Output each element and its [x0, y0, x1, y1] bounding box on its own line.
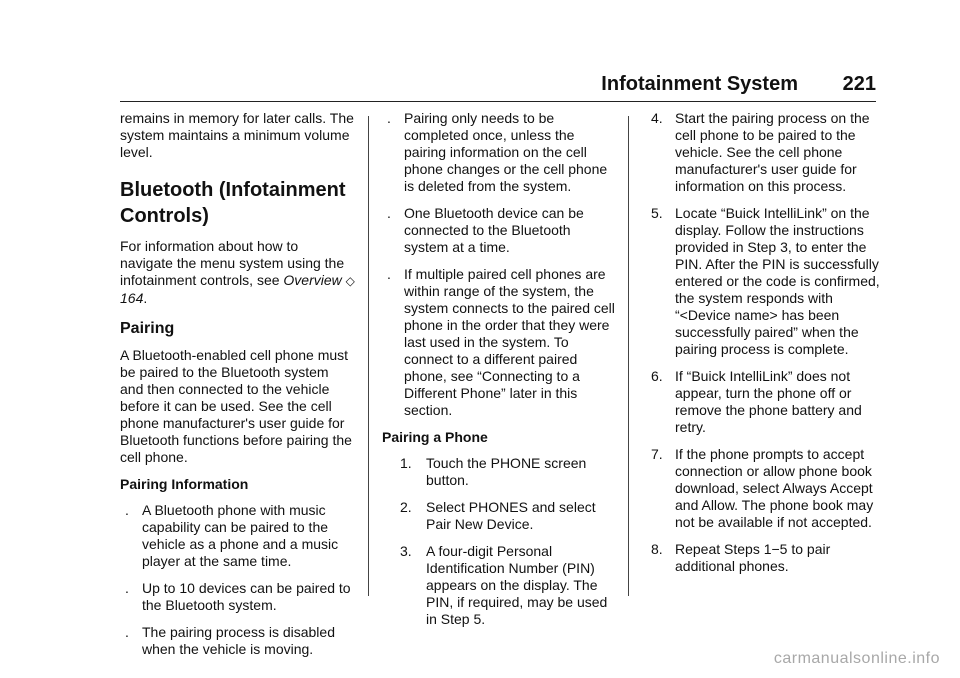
bullet-text: If multiple paired cell phones are within range of the system, the system connects to the paired cell phone in the order that they were last used in the system. To connect to a different paired phone, see “Connecting to a Different Phone” later in this section. — [404, 266, 615, 418]
bullet-text: One Bluetooth device can be connected to the Bluetooth system at a time. — [404, 205, 584, 255]
column-middle — [382, 110, 617, 638]
column-left — [120, 110, 355, 668]
bullet-item — [382, 205, 617, 256]
step-item — [643, 110, 883, 195]
minor-heading: Pairing Information — [120, 476, 249, 492]
step-number: 6. — [651, 368, 663, 384]
bullet-item — [382, 266, 617, 419]
step-text: Repeat Steps 1−5 to pair additional phones. — [675, 541, 831, 574]
bullet-text: The pairing process is disabled when the vehicle is moving. — [142, 624, 335, 657]
bullet-item — [382, 110, 617, 195]
bullet-marker: . — [387, 110, 391, 126]
step-text: Select PHONES and select Pair New Device. — [426, 499, 596, 532]
step-number: 3. — [400, 543, 412, 559]
step-item — [643, 205, 883, 358]
bullet-marker: . — [387, 205, 391, 221]
section-heading: Bluetooth (Infotainment Controls) — [120, 179, 346, 227]
step-item — [382, 455, 617, 489]
pairing-paragraph: A Bluetooth-enabled cell phone must be paired to the Bluetooth system and then connected to the vehicle before it can be used. See the cell phone manufacturer's user guide for Bluetooth functions before pairing the cell phone. — [120, 347, 352, 465]
bullet-item — [120, 502, 355, 570]
step-text: If “Buick IntelliLink” does not appear, turn the phone off or remove the phone battery and retry. — [675, 368, 862, 435]
step-number: 2. — [400, 499, 412, 515]
step-text: Touch the PHONE screen button. — [426, 455, 587, 488]
bullet-marker: . — [125, 624, 129, 640]
step-item — [382, 543, 617, 628]
step-text: If the phone prompts to accept connection or allow phone book download, select Always Accept and Allow. The phone book may not be available if not accepted. — [675, 446, 874, 530]
bullet-item — [120, 624, 355, 658]
section-title: Infotainment System — [601, 73, 798, 95]
intro-text: For information about how to navigate the menu system using the infotainment controls, see — [120, 238, 345, 288]
step-number: 5. — [651, 205, 663, 221]
bullet-item — [120, 580, 355, 614]
cross-reference-page[interactable]: 164 — [120, 290, 144, 306]
step-item — [643, 446, 883, 531]
header-rule — [120, 101, 876, 102]
subsection-heading: Pairing — [120, 320, 175, 337]
column-right — [643, 110, 883, 585]
watermark: carmanualsonline.info — [773, 650, 940, 667]
column-divider-left — [368, 116, 369, 596]
step-text: Start the pairing process on the cell phone to be paired to the vehicle. See the cell phone manufacturer's user guide for information on this process. — [675, 110, 870, 194]
bullet-marker: . — [387, 266, 391, 282]
minor-heading: Pairing a Phone — [382, 429, 488, 445]
bullet-text: Pairing only needs to be completed once, unless the pairing information on the cell phone changes or the cell phone is deleted from the system. — [404, 110, 608, 194]
intro-end: . — [143, 290, 148, 306]
column-divider-right — [628, 116, 629, 596]
body-paragraph: remains in memory for later calls. The system maintains a minimum volume level. — [120, 110, 354, 160]
cross-reference-link[interactable]: Overview — [283, 272, 342, 288]
step-text: A four-digit Personal Identification Number (PIN) appears on the display. The PIN, if required, may be used in Step 5. — [426, 543, 608, 627]
bullet-text: A Bluetooth phone with music capability can be paired to the vehicle as a phone and a music player at the same time. — [142, 502, 339, 569]
bullet-marker: . — [125, 580, 129, 596]
bullet-marker: . — [125, 502, 129, 518]
step-number: 1. — [400, 455, 412, 471]
page-reference-icon: ◇ — [345, 274, 355, 288]
step-number: 4. — [651, 110, 663, 126]
step-item — [643, 368, 883, 436]
step-item — [382, 499, 617, 533]
intro-paragraph — [120, 238, 355, 307]
bullet-text: Up to 10 devices can be paired to the Bluetooth system. — [142, 580, 351, 613]
page-number: 221 — [842, 73, 876, 95]
step-item — [643, 541, 883, 575]
page-header — [120, 70, 876, 102]
step-number: 7. — [651, 446, 663, 462]
step-number: 8. — [651, 541, 663, 557]
step-text: Locate “Buick IntelliLink” on the display. Follow the instructions provided in Step 3, to enter the PIN. After the PIN is successfully entered or the code is confirmed, the system responds with “<Device name> has been successfully paired” when the pairing process is complete. — [675, 205, 880, 357]
